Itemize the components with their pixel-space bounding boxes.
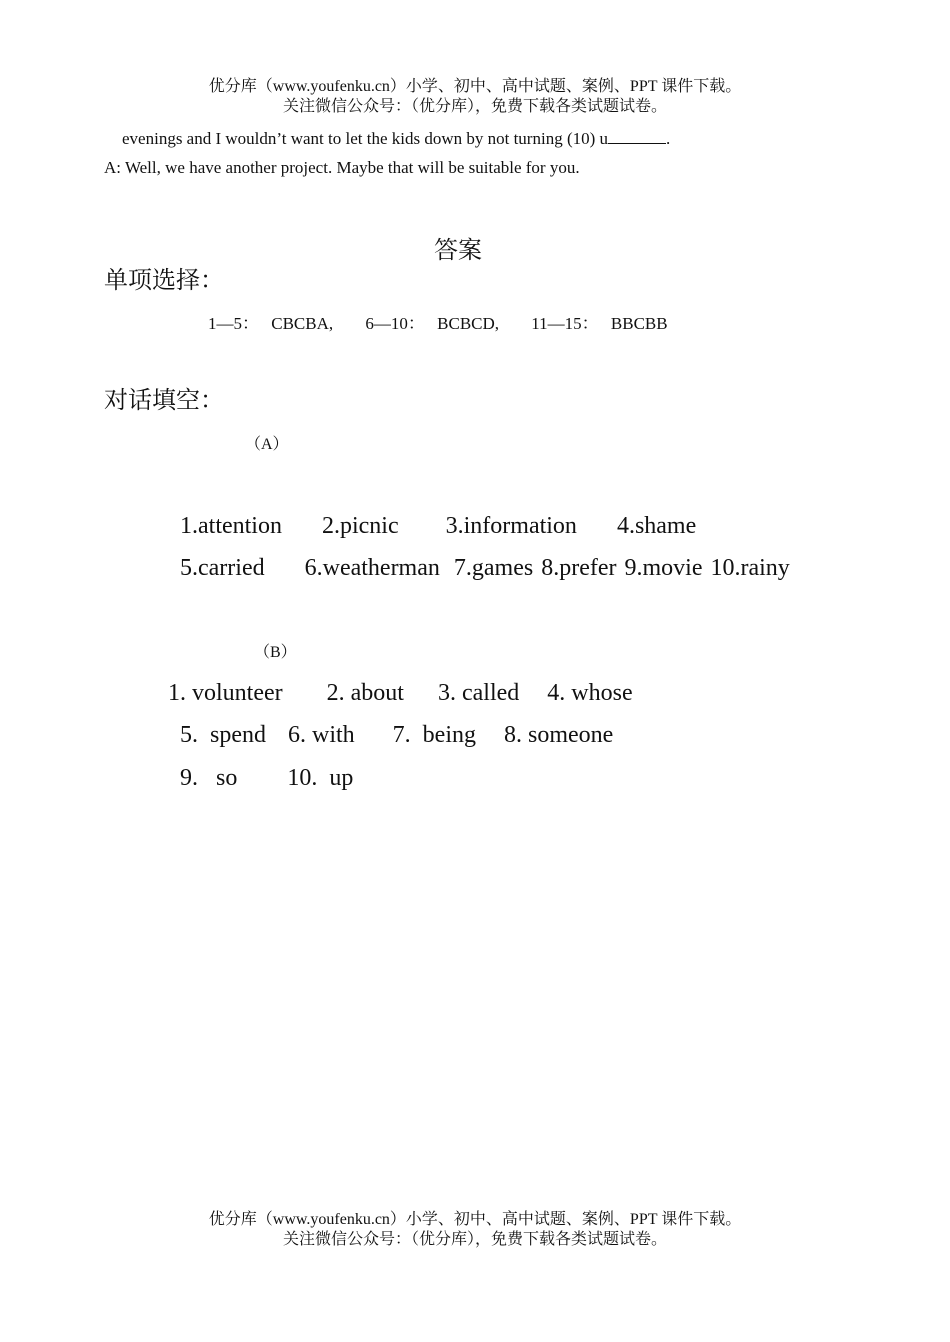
part-b-row-2 xyxy=(180,720,613,750)
part-a-item-2: 2.picnic xyxy=(321,513,399,539)
header-line-2: 关注微信公众号：（优分库），免费下载各类试题试卷。 xyxy=(282,98,667,115)
passage-line-1-end: . xyxy=(666,129,671,148)
part-a-item-3: 3.information xyxy=(445,513,577,539)
mc-range-1: 1—5： xyxy=(208,314,259,333)
multiple-choice-heading: 单项选择： xyxy=(104,268,224,294)
part-a-item-7: 7.games xyxy=(453,555,534,581)
part-a-label: （A） xyxy=(245,436,289,453)
part-b-item-10: 10. up xyxy=(287,765,354,791)
mc-range-3: 11—15： xyxy=(531,314,599,333)
part-a-item-6: 6.weatherman xyxy=(304,555,440,581)
part-b-item-3: 3. called xyxy=(437,680,520,706)
part-b-row-1 xyxy=(168,678,633,708)
part-a-item-9: 9.movie xyxy=(624,555,703,581)
part-b-item-9: 9. so xyxy=(180,765,238,791)
part-a-item-4: 4.shame xyxy=(616,513,697,539)
mc-range-2: 6—10： xyxy=(365,314,425,333)
part-b-item-6: 6. with xyxy=(288,722,355,748)
part-b-item-8: 8. someone xyxy=(504,722,614,748)
part-b-item-7: 7. being xyxy=(392,722,476,748)
part-a-item-10: 10.rainy xyxy=(710,555,790,581)
part-b-item-5: 5. spend xyxy=(180,722,266,748)
footer-line-2: 关注微信公众号：（优分库），免费下载各类试题试卷。 xyxy=(282,1231,667,1248)
passage-line-1-text: evenings and I wouldn’t want to let the kids down by not turning (10) u xyxy=(122,129,609,148)
multiple-choice-answers xyxy=(208,313,668,335)
mc-answer-1: CBCBA, xyxy=(271,314,334,333)
passage-line-2: A: Well, we have another project. Maybe that will be suitable for you. xyxy=(104,158,580,177)
part-b-label: （B） xyxy=(254,644,297,661)
part-a-row-2 xyxy=(180,553,790,583)
part-a-item-1: 1.attention xyxy=(180,513,282,539)
part-b-item-2: 2. about xyxy=(326,680,404,706)
footer-line-1: 优分库（www.youfenku.cn）小学、初中、高中试题、案例、PPT 课件下载。 xyxy=(208,1211,742,1228)
header-line-1: 优分库（www.youfenku.cn）小学、初中、高中试题、案例、PPT 课件下载。 xyxy=(208,78,742,95)
part-a-row-1 xyxy=(180,511,696,541)
dialogue-heading: 对话填空： xyxy=(104,388,224,414)
part-b-item-1: 1. volunteer xyxy=(168,680,283,706)
passage-line-1 xyxy=(122,128,670,150)
part-b-item-4: 4. whose xyxy=(547,680,633,706)
answers-title: 答案 xyxy=(434,238,482,264)
part-a-item-8: 8.prefer xyxy=(541,555,617,581)
mc-answer-2: BCBCD, xyxy=(437,314,500,333)
answer-blank xyxy=(608,129,666,144)
mc-answer-3: BBCBB xyxy=(610,314,668,333)
part-b-row-3 xyxy=(180,763,353,793)
part-a-item-5: 5.carried xyxy=(180,555,265,581)
